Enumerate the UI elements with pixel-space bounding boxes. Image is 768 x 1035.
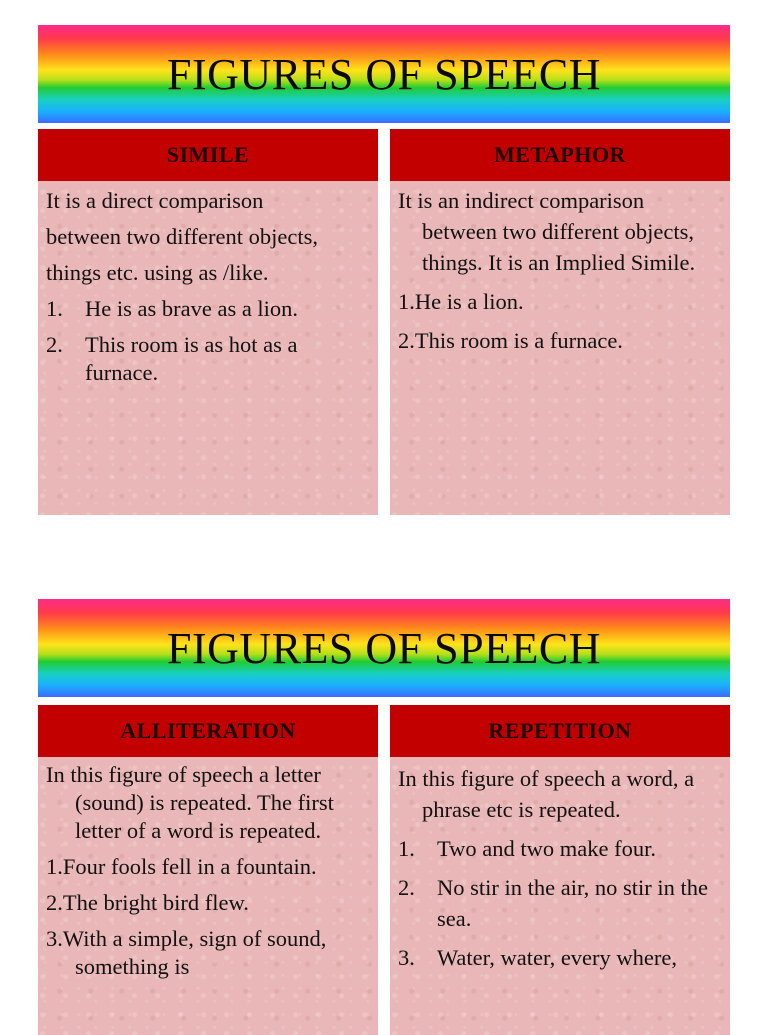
card-heading: SIMILE xyxy=(38,129,378,181)
definition: It is an indirect comparison between two different objects, things. It is an Implied Simile. xyxy=(398,188,696,275)
banner-top xyxy=(38,25,730,123)
list-text: Water, water, every where, xyxy=(437,945,677,970)
example-line: 1.He is a lion. xyxy=(398,289,524,314)
list-number: 2. xyxy=(398,875,415,900)
card-heading: ALLITERATION xyxy=(38,705,378,757)
list-text: This room is as hot as a furnace. xyxy=(85,332,298,385)
list-item xyxy=(398,872,720,934)
definition-line: things etc. using as /like. xyxy=(46,260,269,285)
definition: In this figure of speech a letter (sound) is repeated. The first letter of a word is repeated. xyxy=(46,762,334,843)
banner-title: FIGURES OF SPEECH xyxy=(167,50,601,99)
banner-bottom xyxy=(38,599,730,697)
definition-line: It is a direct comparison xyxy=(46,188,264,213)
metaphor-card xyxy=(390,129,730,515)
list-text: He is as brave as a lion. xyxy=(85,296,299,321)
list-number: 3. xyxy=(398,945,415,970)
list-number: 1. xyxy=(46,296,63,321)
card-heading: METAPHOR xyxy=(390,129,730,181)
list-number: 1. xyxy=(398,836,415,861)
list-item xyxy=(46,295,368,323)
alliteration-card xyxy=(38,705,378,1035)
list-text: No stir in the air, no stir in the sea. xyxy=(437,875,708,931)
list-item xyxy=(46,331,368,387)
list-text: Two and two make four. xyxy=(437,836,657,861)
simile-card xyxy=(38,129,378,515)
card-heading: REPETITION xyxy=(390,705,730,757)
definition-line: between two different objects, xyxy=(46,224,318,249)
banner-title: FIGURES OF SPEECH xyxy=(167,624,601,673)
definition: In this figure of speech a word, a phrase etc is repeated. xyxy=(398,766,695,822)
list-number: 2. xyxy=(46,332,63,357)
example-line: 3.With a simple, sign of sound, something is xyxy=(46,926,327,979)
repetition-card xyxy=(390,705,730,1035)
list-item xyxy=(398,833,720,864)
example-line: 2.This room is a furnace. xyxy=(398,328,623,353)
list-item xyxy=(398,942,720,973)
example-line: 2.The bright bird flew. xyxy=(46,890,249,915)
example-line: 1.Four fools fell in a fountain. xyxy=(46,854,317,879)
